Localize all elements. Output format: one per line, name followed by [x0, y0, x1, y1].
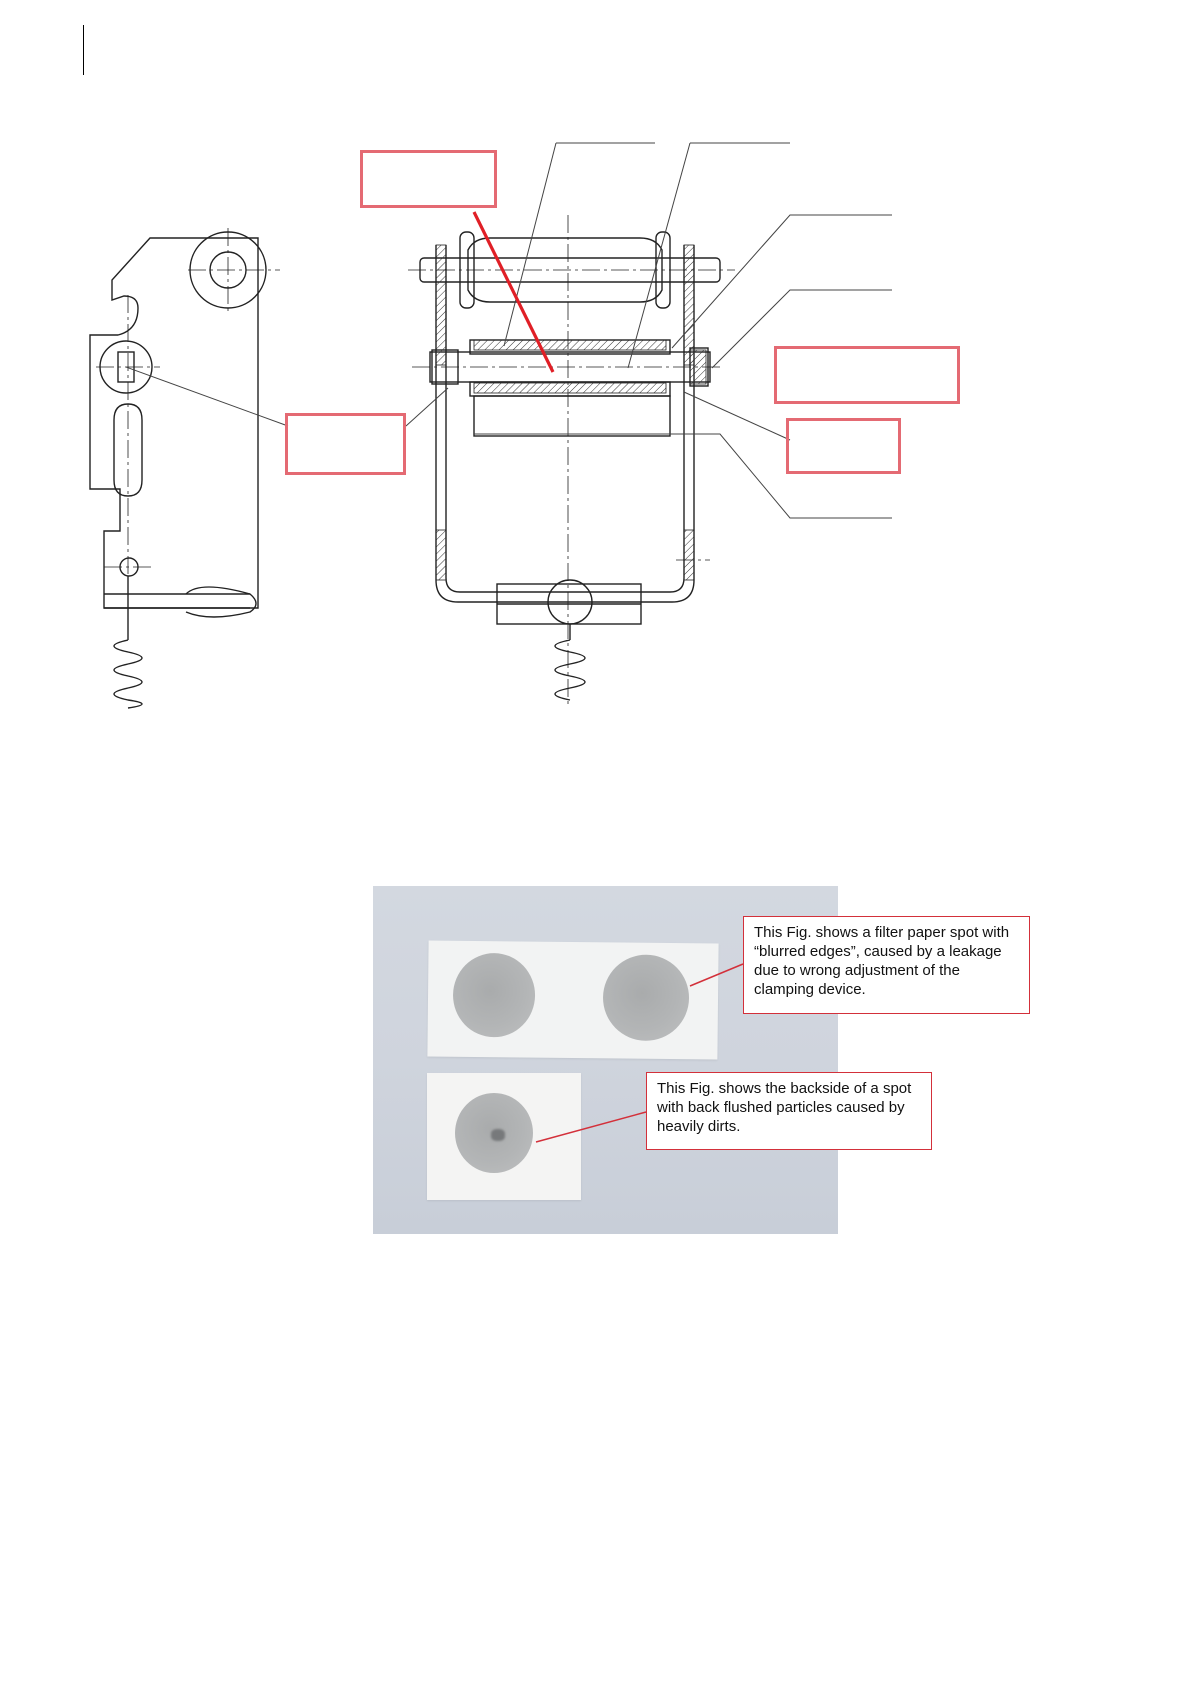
- back-flushed-particles: [491, 1129, 505, 1141]
- side-view-spring: [114, 576, 142, 708]
- label-box-left: [285, 413, 406, 475]
- filter-spot-1: [453, 953, 536, 1038]
- label-box-top: [360, 150, 497, 208]
- side-view-bottom-plate: [104, 594, 250, 608]
- side-view-body: [90, 238, 258, 608]
- filter-spot-blurred: [603, 954, 690, 1041]
- filter-paper-strip-top: [427, 940, 718, 1059]
- callout-blurred-edges: This Fig. shows a filter paper spot with “blurred edges”, caused by a leakage due to wrong adjustment of the clamping device.: [743, 916, 1030, 1014]
- front-view-spring: [555, 624, 585, 700]
- side-view-clip: [186, 587, 256, 617]
- label-box-right-upper: [774, 346, 960, 404]
- label-box-right-lower: [786, 418, 901, 474]
- filter-paper-strip-bottom: [427, 1073, 581, 1200]
- front-view-pressure-plate: [474, 396, 670, 436]
- callout-backside: This Fig. shows the backside of a spot with back flushed particles caused by heavily dirts.: [646, 1072, 932, 1150]
- filter-spot-backside: [455, 1093, 533, 1173]
- clamping-device-drawing: [0, 0, 1190, 720]
